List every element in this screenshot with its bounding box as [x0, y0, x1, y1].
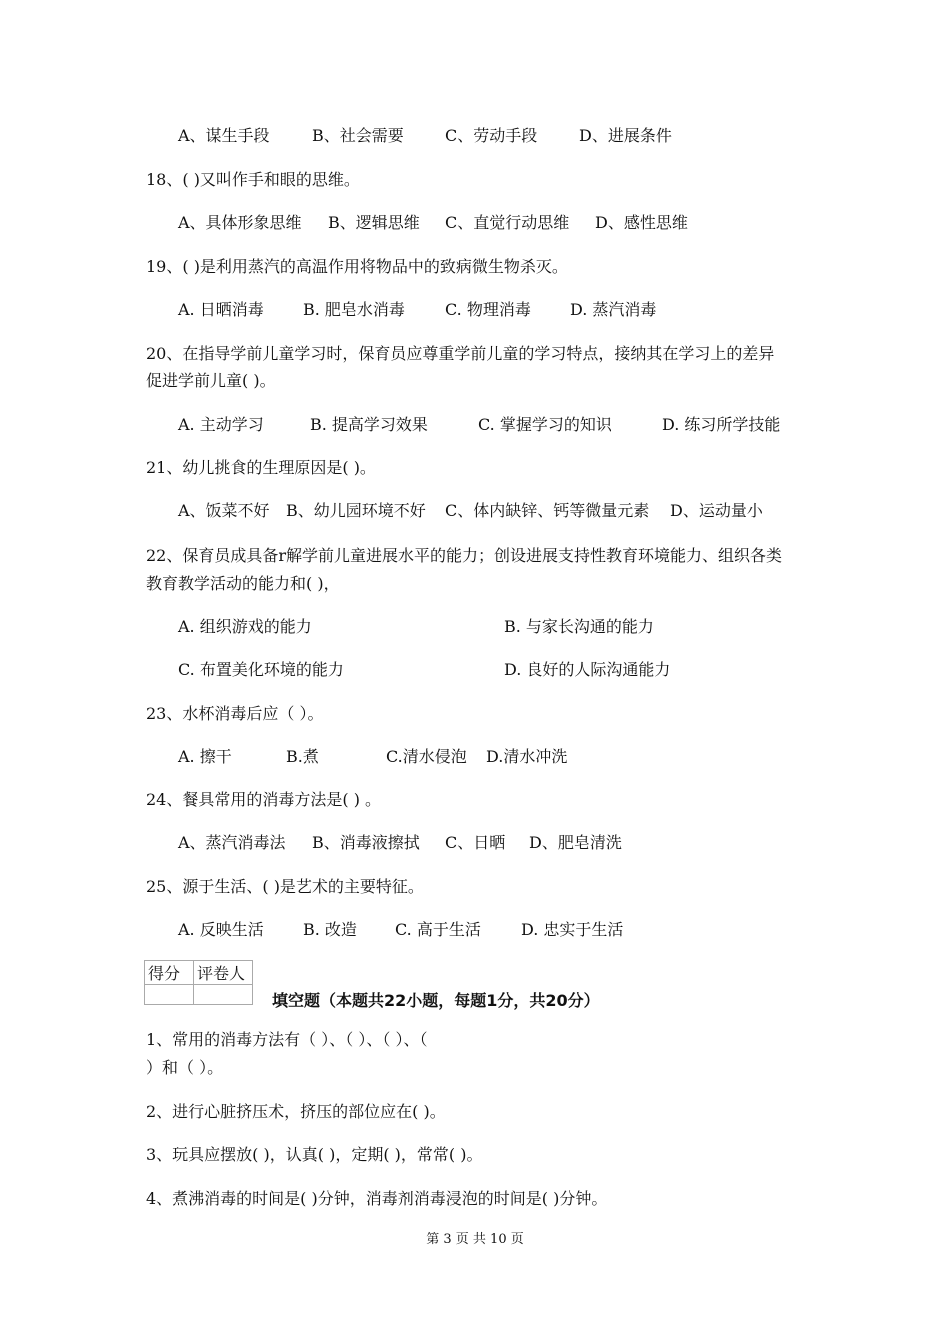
q22-stem-line1: 22、保育员成具备r解学前儿童进展水平的能力；创设进展支持性教育环境能力、组织各类 — [146, 546, 783, 565]
q22-stem-line2: 教育教学活动的能力和( )， — [146, 574, 340, 593]
f2-stem: 2、进行心脏挤压术，挤压的部位应在( )。 — [146, 1102, 446, 1121]
q25-option-c: C. 高于生活 — [395, 920, 481, 939]
q17-option-a: A、谋生手段 — [178, 126, 270, 145]
q23-option-b: B.煮 — [286, 747, 319, 766]
q24-option-c: C、日晒 — [445, 833, 506, 852]
q20-option-b: B. 提高学习效果 — [310, 415, 428, 434]
section-title: 填空题（本题共22小题，每题1分，共20分） — [272, 991, 600, 1010]
q19-stem: 19、( )是利用蒸汽的高温作用将物品中的致病微生物杀灭。 — [146, 257, 568, 276]
q25-stem: 25、源于生活、( )是艺术的主要特征。 — [146, 877, 424, 896]
q18-option-c: C、直觉行动思维 — [445, 213, 570, 232]
grader-cell — [194, 985, 253, 1005]
q23-option-a: A. 擦干 — [178, 747, 232, 766]
q25-option-a: A. 反映生活 — [178, 920, 264, 939]
q20-stem-line2: 促进学前儿童( )。 — [146, 371, 276, 390]
q22-option-a: A. 组织游戏的能力 — [178, 617, 312, 636]
score-cell — [145, 985, 194, 1005]
q24-option-d: D、肥皂清洗 — [529, 833, 622, 852]
q24-option-b: B、消毒液擦拭 — [312, 833, 420, 852]
q23-option-c: C.清水侵泡 — [386, 747, 467, 766]
q19-option-c: C. 物理消毒 — [445, 300, 531, 319]
q24-option-a: A、蒸汽消毒法 — [178, 833, 286, 852]
f1-line2: ）和（ ）。 — [146, 1058, 224, 1077]
q22-option-c: C. 布置美化环境的能力 — [178, 660, 344, 679]
q20-option-d: D. 练习所学技能 — [662, 415, 781, 434]
f4-stem: 4、煮沸消毒的时间是( )分钟，消毒剂消毒浸泡的时间是( )分钟。 — [146, 1189, 608, 1208]
q21-option-b: B、幼儿园环境不好 — [286, 501, 426, 520]
q20-option-a: A. 主动学习 — [178, 415, 264, 434]
q21-option-c: C、体内缺锌、钙等微量元素 — [445, 501, 650, 520]
q25-option-d: D. 忠实于生活 — [521, 920, 624, 939]
q22-option-d: D. 良好的人际沟通能力 — [504, 660, 671, 679]
q19-option-b: B. 肥皂水消毒 — [303, 300, 405, 319]
q17-option-b: B、社会需要 — [312, 126, 404, 145]
score-box — [144, 960, 253, 1005]
q18-option-a: A、具体形象思维 — [178, 213, 302, 232]
page-footer: 第 3 页 共 10 页 — [426, 1232, 524, 1247]
q20-option-c: C. 掌握学习的知识 — [478, 415, 612, 434]
q17-option-d: D、进展条件 — [579, 126, 672, 145]
q24-stem: 24、餐具常用的消毒方法是( ) 。 — [146, 790, 382, 809]
grader-label: 评卷人 — [194, 961, 253, 985]
q19-option-d: D. 蒸汽消毒 — [570, 300, 657, 319]
q21-option-a: A、饭菜不好 — [178, 501, 270, 520]
q22-option-b: B. 与家长沟通的能力 — [504, 617, 654, 636]
q19-option-a: A. 日晒消毒 — [178, 300, 264, 319]
q21-option-d: D、运动量小 — [670, 501, 763, 520]
score-label: 得分 — [145, 961, 194, 985]
q25-option-b: B. 改造 — [303, 920, 357, 939]
q18-stem: 18、( )又叫作手和眼的思维。 — [146, 170, 360, 189]
q17-option-c: C、劳动手段 — [445, 126, 538, 145]
q18-option-b: B、逻辑思维 — [328, 213, 420, 232]
f3-stem: 3、玩具应摆放( )，认真( )，定期( )，常常( )。 — [146, 1145, 483, 1164]
q23-option-d: D.清水冲洗 — [486, 747, 568, 766]
q20-stem-line1: 20、在指导学前儿童学习时，保育员应尊重学前儿童的学习特点，接纳其在学习上的差异 — [146, 344, 775, 363]
q23-stem: 23、水杯消毒后应（ ）。 — [146, 704, 324, 723]
q18-option-d: D、感性思维 — [595, 213, 688, 232]
q21-stem: 21、幼儿挑食的生理原因是( )。 — [146, 458, 376, 477]
f1-line1: 1、常用的消毒方法有（ ）、（ ）、（ ）、（ — [146, 1030, 428, 1049]
